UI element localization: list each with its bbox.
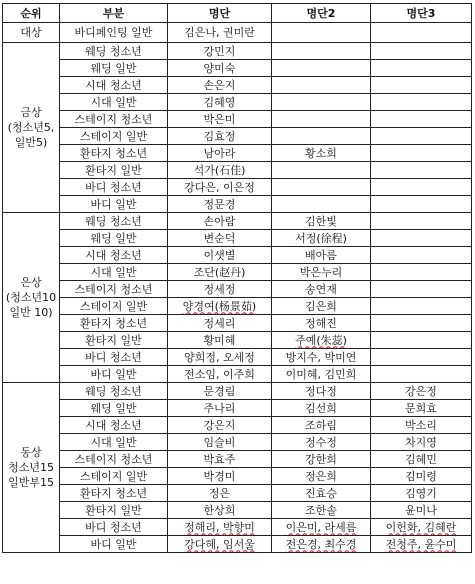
category-cell — [60, 332, 168, 349]
category-label: 환타지 청소년 — [79, 146, 148, 160]
name-1-cell — [168, 247, 272, 264]
table-row — [3, 536, 472, 553]
name-3-cell — [371, 196, 472, 213]
category-label: 바디 청소년 — [85, 520, 142, 534]
name-1-cell — [168, 60, 272, 77]
category-label: 웨딩 청소년 — [85, 214, 142, 228]
table-row — [3, 145, 472, 162]
results-body — [3, 23, 472, 553]
name-3-cell — [371, 315, 472, 332]
category-cell — [60, 128, 168, 145]
rank-label-line: 금상 — [20, 106, 42, 119]
name-3-cell — [371, 213, 472, 230]
participant-names: 정세리 — [203, 316, 236, 330]
name-1-cell — [168, 366, 272, 383]
name-1-cell — [168, 145, 272, 162]
category-cell — [60, 179, 168, 196]
category-label: 시대 일반 — [90, 265, 137, 279]
category-cell — [60, 298, 168, 315]
table-row — [3, 400, 472, 417]
category-label: 웨딩 일반 — [90, 231, 137, 245]
category-label: 스테이지 일반 — [79, 469, 148, 483]
participant-names: 석가(石佳) — [193, 163, 246, 177]
name-2-cell — [272, 332, 371, 349]
category-cell — [60, 111, 168, 128]
participant-names: 조한솔 — [305, 503, 337, 517]
name-3-cell — [371, 128, 472, 145]
participant-names: 정수정 — [305, 435, 337, 449]
category-cell — [60, 417, 168, 434]
name-3-cell — [371, 485, 472, 502]
category-cell — [60, 60, 168, 77]
name-2-cell — [272, 43, 371, 60]
participant-names: 주예(朱蕊) — [295, 333, 347, 347]
participant-names: 김혜민 — [405, 452, 437, 466]
name-2-cell — [272, 536, 371, 553]
participant-names: 방지수, 박미연 — [285, 350, 357, 364]
category-cell — [60, 451, 168, 468]
name-2-cell — [272, 77, 371, 94]
name-2-cell — [272, 111, 371, 128]
participant-names: 이샛별 — [203, 248, 236, 262]
name-2-cell — [272, 162, 371, 179]
table-row — [3, 23, 472, 43]
name-1-cell — [168, 383, 272, 400]
name-2-cell — [272, 60, 371, 77]
table-row — [3, 162, 472, 179]
category-label: 환타지 일반 — [85, 163, 142, 177]
name-3-cell — [371, 230, 472, 247]
table-row — [3, 349, 472, 366]
name-1-cell — [168, 230, 272, 247]
participant-names: 남아라 — [203, 146, 236, 160]
name-1-cell — [168, 162, 272, 179]
table-row — [3, 60, 472, 77]
participant-names: 정문경 — [203, 197, 236, 211]
participant-names: 이미혜, 김민희 — [285, 367, 357, 381]
participant-names: 전소임, 이주희 — [184, 367, 255, 381]
rank-label-line: 청소년15 — [8, 461, 54, 474]
name-3-cell — [371, 94, 472, 111]
table-row — [3, 434, 472, 451]
category-label: 스테이지 일반 — [79, 129, 148, 143]
name-1-cell — [168, 43, 272, 60]
name-2-cell — [272, 502, 371, 519]
participant-names: 문경림 — [203, 384, 236, 398]
name-2-cell — [272, 400, 371, 417]
name-3-cell — [371, 332, 472, 349]
category-label: 환타지 일반 — [85, 333, 142, 347]
participant-names: 강다은, 이은정 — [184, 180, 255, 194]
participant-names: 이헌화, 김혜란 — [385, 520, 457, 534]
rank-label-line: 은상 — [20, 276, 42, 289]
table-row — [3, 502, 472, 519]
table-row — [3, 281, 472, 298]
participant-names: 황소희 — [305, 146, 337, 160]
category-cell — [60, 230, 168, 247]
name-3-cell — [371, 383, 472, 400]
participant-names: 강민지 — [203, 44, 236, 58]
category-label: 바디 일반 — [90, 367, 137, 381]
participant-names: 강은지 — [203, 418, 236, 432]
name-2-cell — [272, 264, 371, 281]
header-names-2: 명단2 — [272, 4, 371, 23]
category-label: 바디 일반 — [90, 197, 137, 211]
participant-names: 윤미나 — [405, 503, 437, 517]
category-label: 시대 일반 — [90, 95, 137, 109]
table-row — [3, 451, 472, 468]
category-label: 환타지 청소년 — [79, 486, 148, 500]
header-row — [3, 4, 472, 23]
category-cell — [60, 23, 168, 43]
participant-names: 손은지 — [203, 78, 236, 92]
table-row — [3, 264, 472, 281]
name-1-cell — [168, 502, 272, 519]
name-3-cell — [371, 400, 472, 417]
name-3-cell — [371, 349, 472, 366]
name-1-cell — [168, 451, 272, 468]
rank-cell — [3, 23, 60, 43]
name-3-cell — [371, 519, 472, 536]
name-2-cell — [272, 451, 371, 468]
participant-names: 전청주, 윤수미 — [385, 537, 457, 551]
table-row — [3, 485, 472, 502]
participant-names: 임슬비 — [203, 435, 236, 449]
award-results-table — [2, 3, 472, 553]
rank-label-line: (청소년10 — [5, 291, 57, 304]
category-cell — [60, 383, 168, 400]
name-2-cell — [272, 315, 371, 332]
name-2-cell — [272, 213, 371, 230]
participant-names: 황미혜 — [203, 333, 236, 347]
category-label: 웨딩 일반 — [90, 61, 137, 75]
participant-names: 강한희 — [305, 452, 337, 466]
category-label: 웨딩 청소년 — [85, 44, 142, 58]
table-row — [3, 315, 472, 332]
name-2-cell — [272, 485, 371, 502]
participant-names: 배아름 — [305, 248, 337, 262]
participant-names: 정해리, 박향미 — [184, 520, 255, 534]
table-row — [3, 519, 472, 536]
name-3-cell — [371, 23, 472, 43]
category-cell — [60, 264, 168, 281]
table-row — [3, 247, 472, 264]
participant-names: 김선희 — [305, 401, 337, 415]
name-1-cell — [168, 179, 272, 196]
name-1-cell — [168, 519, 272, 536]
participant-names: 정은희 — [305, 469, 337, 483]
name-1-cell — [168, 468, 272, 485]
table-row — [3, 213, 472, 230]
name-2-cell — [272, 247, 371, 264]
name-2-cell — [272, 128, 371, 145]
participant-names: 김효정 — [203, 129, 236, 143]
name-3-cell — [371, 247, 472, 264]
table-row — [3, 77, 472, 94]
category-cell — [60, 247, 168, 264]
participant-names: 강다혜, 임서울 — [184, 537, 255, 551]
category-label: 바디 청소년 — [85, 180, 142, 194]
category-cell — [60, 196, 168, 213]
category-label: 시대 청소년 — [85, 78, 142, 92]
name-3-cell — [371, 468, 472, 485]
name-2-cell — [272, 23, 371, 43]
category-label: 환타지 일반 — [85, 503, 142, 517]
name-1-cell — [168, 434, 272, 451]
category-label: 시대 일반 — [90, 435, 137, 449]
category-cell — [60, 468, 168, 485]
category-cell — [60, 162, 168, 179]
name-3-cell — [371, 179, 472, 196]
name-1-cell — [168, 23, 272, 43]
participant-names: 차지영 — [405, 435, 437, 449]
rank-cell — [3, 383, 60, 553]
rank-label-line: 동상 — [20, 446, 42, 459]
name-2-cell — [272, 468, 371, 485]
category-cell — [60, 400, 168, 417]
table-row — [3, 230, 472, 247]
category-label: 스테이지 청소년 — [74, 452, 153, 466]
name-3-cell — [371, 417, 472, 434]
rank-cell — [3, 43, 60, 213]
category-label: 스테이지 청소년 — [74, 282, 153, 296]
participant-names: 양희정, 오세정 — [184, 350, 255, 364]
participant-names: 박은미 — [203, 112, 236, 126]
participant-names: 주나리 — [203, 401, 236, 415]
category-cell — [60, 94, 168, 111]
rank-label-line: (청소년5, — [7, 121, 55, 134]
participant-names: 전은경, 최수경 — [285, 537, 357, 551]
participant-names: 양미숙 — [203, 61, 236, 75]
name-1-cell — [168, 264, 272, 281]
name-2-cell — [272, 366, 371, 383]
name-3-cell — [371, 77, 472, 94]
participant-names: 정해진 — [305, 316, 337, 330]
category-label: 스테이지 청소년 — [74, 112, 153, 126]
name-2-cell — [272, 281, 371, 298]
name-3-cell — [371, 60, 472, 77]
header-names-1: 명단 — [168, 4, 272, 23]
participant-names: 손아람 — [203, 214, 236, 228]
rank-label-line: 대상 — [20, 26, 42, 39]
table-row — [3, 417, 472, 434]
name-2-cell — [272, 417, 371, 434]
name-1-cell — [168, 400, 272, 417]
category-cell — [60, 213, 168, 230]
name-3-cell — [371, 281, 472, 298]
name-1-cell — [168, 111, 272, 128]
participant-names: 한상희 — [203, 503, 236, 517]
name-3-cell — [371, 298, 472, 315]
participant-names: 김혜영 — [203, 95, 236, 109]
rank-cell — [3, 213, 60, 383]
name-3-cell — [371, 536, 472, 553]
rank-label-line: 일반 10) — [9, 306, 53, 319]
category-cell — [60, 349, 168, 366]
rank-label-line: 일반부15 — [8, 476, 54, 489]
participant-names: 변순덕 — [203, 231, 236, 245]
table-row — [3, 43, 472, 60]
name-2-cell — [272, 230, 371, 247]
name-3-cell — [371, 145, 472, 162]
name-3-cell — [371, 366, 472, 383]
name-2-cell — [272, 383, 371, 400]
name-2-cell — [272, 298, 371, 315]
table-row — [3, 332, 472, 349]
participant-names: 강은정 — [405, 384, 437, 398]
name-2-cell — [272, 179, 371, 196]
name-1-cell — [168, 536, 272, 553]
category-cell — [60, 145, 168, 162]
name-1-cell — [168, 349, 272, 366]
category-cell — [60, 502, 168, 519]
header-rank: 순위 — [3, 4, 60, 23]
name-1-cell — [168, 417, 272, 434]
header-category: 부분 — [60, 4, 168, 23]
category-label: 바디 청소년 — [85, 350, 142, 364]
name-1-cell — [168, 315, 272, 332]
category-cell — [60, 77, 168, 94]
name-1-cell — [168, 485, 272, 502]
name-2-cell — [272, 196, 371, 213]
participant-names: 김은희 — [305, 299, 337, 313]
participant-names: 조하림 — [305, 418, 337, 432]
category-cell — [60, 434, 168, 451]
name-3-cell — [371, 264, 472, 281]
category-cell — [60, 43, 168, 60]
name-2-cell — [272, 519, 371, 536]
category-label: 바디 일반 — [90, 537, 137, 551]
table-row — [3, 366, 472, 383]
participant-names: 김한빛 — [305, 214, 337, 228]
table-row — [3, 468, 472, 485]
category-label: 시대 청소년 — [85, 418, 142, 432]
category-label: 웨딩 청소년 — [85, 384, 142, 398]
header-names-3: 명단3 — [371, 4, 472, 23]
participant-names: 김영기 — [405, 486, 437, 500]
participant-names: 이은미, 라세름 — [285, 520, 357, 534]
participant-names: 박효주 — [203, 452, 236, 466]
table-row — [3, 128, 472, 145]
participant-names: 송연재 — [305, 282, 337, 296]
category-cell — [60, 281, 168, 298]
name-2-cell — [272, 349, 371, 366]
name-2-cell — [272, 145, 371, 162]
category-cell — [60, 536, 168, 553]
participant-names: 양경여(杨景茹) — [182, 299, 257, 313]
name-1-cell — [168, 281, 272, 298]
name-1-cell — [168, 213, 272, 230]
participant-names: 조단(赵丹) — [193, 265, 246, 279]
participant-names: 문희효 — [405, 401, 437, 415]
table-row — [3, 196, 472, 213]
rank-label-line: 일반5) — [14, 136, 48, 149]
category-label: 스테이지 일반 — [79, 299, 148, 313]
category-label: 바디페인팅 일반 — [74, 26, 153, 39]
participant-names: 박경미 — [203, 469, 236, 483]
participant-names: 서정(徐程) — [295, 231, 347, 245]
participant-names: 김미령 — [405, 469, 437, 483]
name-3-cell — [371, 111, 472, 128]
name-1-cell — [168, 298, 272, 315]
category-cell — [60, 366, 168, 383]
category-cell — [60, 485, 168, 502]
name-1-cell — [168, 94, 272, 111]
table-row — [3, 383, 472, 400]
name-1-cell — [168, 128, 272, 145]
name-3-cell — [371, 451, 472, 468]
name-3-cell — [371, 502, 472, 519]
participant-names: 진효승 — [305, 486, 337, 500]
category-label: 시대 청소년 — [85, 248, 142, 262]
category-label: 환타지 청소년 — [79, 316, 148, 330]
category-label: 웨딩 일반 — [90, 401, 137, 415]
name-3-cell — [371, 162, 472, 179]
table-row — [3, 298, 472, 315]
table-row — [3, 179, 472, 196]
table-row — [3, 111, 472, 128]
table-row — [3, 94, 472, 111]
category-cell — [60, 315, 168, 332]
name-3-cell — [371, 43, 472, 60]
participant-names: 정세정 — [203, 282, 236, 296]
participant-names: 정은 — [208, 486, 231, 500]
participant-names: 김은나, 권미란 — [184, 26, 255, 39]
name-2-cell — [272, 434, 371, 451]
participant-names: 박은누리 — [299, 265, 343, 279]
category-cell — [60, 519, 168, 536]
name-3-cell — [371, 434, 472, 451]
name-2-cell — [272, 94, 371, 111]
name-1-cell — [168, 196, 272, 213]
participant-names: 정다정 — [305, 384, 337, 398]
participant-names: 박소리 — [405, 418, 437, 432]
name-1-cell — [168, 77, 272, 94]
name-1-cell — [168, 332, 272, 349]
